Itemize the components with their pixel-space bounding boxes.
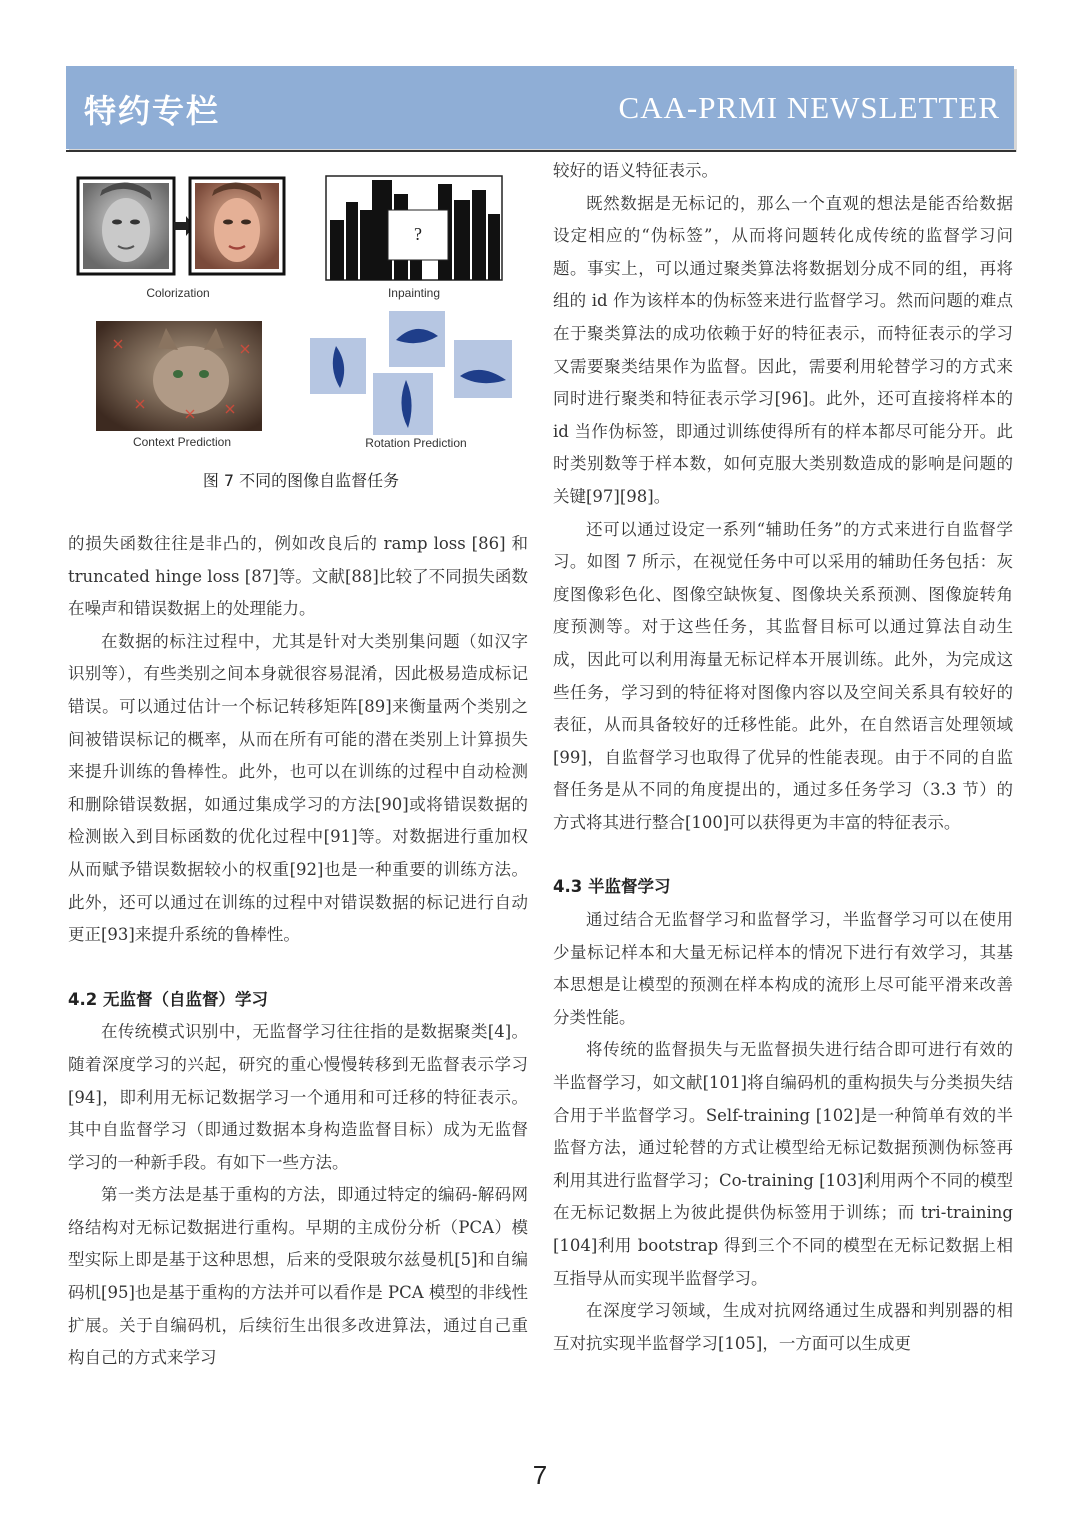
section-heading-4-3: 4.3 半监督学习 (553, 877, 671, 897)
paragraph: 既然数据是无标记的，那么一个直观的想法是能否给数据设定相应的“伪标签”，从而将问题转化成传统的监督学习问题。事实上，可以通过聚类算法将数据划分成不同的组，再将组的 id 作为该样本的伪标签来进行监督学习。然而问题的难点在于聚类算法的成功依赖于好的特征表示，而特征表示的学习又需要聚类结果作为监督。因此，需要利用轮替学习的方式来同时进行聚类和特征表示学习[96]。此外，还可直接将样本的 id 当作伪标签，即通过训练使得所有的样本都尽可能分开。此时类别数等于样本数，如何克服大类别数造成的影响是问题的关键[97][98]。 (553, 193, 1013, 506)
inpainting-image (326, 176, 502, 280)
colorization-gray-image (78, 178, 174, 274)
section-heading-4-2: 4.2 无监督（自监督）学习 (68, 989, 268, 1009)
paragraph: 的损失函数往往是非凸的，例如改良后的 ramp loss [86] 和 truncated hinge loss [87]等。文献[88]比较了不同损失函数在噪声和错误数据上的处理能力。 (68, 534, 528, 619)
figure-7 (66, 170, 536, 500)
figure-caption: 图 7 不同的图像自监督任务 (202, 471, 400, 490)
figure-7-illustration (66, 170, 536, 460)
right-column (553, 155, 1013, 1360)
paragraph: 在传统模式识别中，无监督学习往往指的是数据聚类[4]。随着深度学习的兴起，研究的重心慢慢转移到无监督表示学习[94]，即利用无标记数据学习一个通用和可迁移的特征表示。其中自监督学习（即通过数据本身构造监督目标）成为无监督学习的一种新手段。有如下一些方法。 (68, 1022, 528, 1172)
paragraph: 通过结合无监督学习和监督学习，半监督学习可以在使用少量标记样本和大量无标记样本的情况下进行有效学习，其基本思想是让模型的预测在样本构成的流形上尽可能平滑来改善分类性能。 (553, 910, 1013, 1027)
context-prediction-image (96, 321, 262, 431)
newsletter-header (66, 66, 1014, 149)
header-divider (66, 150, 1016, 152)
newsletter-name: CAA-PRMI NEWSLETTER (618, 90, 1000, 125)
paragraph: 第一类方法是基于重构的方法，即通过特定的编码-解码网络结构对无标记数据进行重构。早期的主成份分析（PCA）模型实际上即是基于这种思想，后来的受限玻尔兹曼机[5]和自编码机[95]也是基于重构的方法并可以看作是 PCA 模型的非线性扩展。关于自编码机，后续衍生出很多改进算法，通过自己重构自己的方式来学习 (68, 1185, 528, 1368)
paragraph: 还可以通过设定一系列“辅助任务”的方式来进行自监督学习。如图 7 所示，在视觉任务中可以采用的辅助任务包括：灰度图像彩色化、图像空缺恢复、图像块关系预测、图像旋转角度预测等。对于这些任务，其监督目标可以通过算法自动生成，因此可以利用海量无标记样本开展训练。此外，为完成这些任务，学习到的特征将对图像内容以及空间关系具有较好的表征，从而具备较好的迁移性能。此外，在自然语言处理领域[99]，自监督学习也取得了优异的性能表现。由于不同的自监督任务是从不同的角度提出的，通过多任务学习（3.3 节）的方式将其进行整合[100]可以获得更为丰富的特征表示。 (553, 519, 1013, 832)
question-mark: ? (414, 224, 422, 244)
label-rotation-prediction: Rotation Prediction (365, 436, 467, 450)
colorization-color-image (190, 178, 284, 274)
paragraph: 在深度学习领域，生成对抗网络通过生成器和判别器的相互对抗实现半监督学习[105]，一方面可以生成更 (553, 1301, 1013, 1353)
page-number: 7 (532, 1460, 548, 1490)
paragraph: 在数据的标注过程中，尤其是针对大类别集问题（如汉字识别等），有些类别之间本身就很容易混淆，因此极易造成标记错误。可以通过估计一个标记转移矩阵[89]来衡量两个类别之间被错误标记的概率，从而在所有可能的潜在类别上计算损失来提升训练的鲁棒性。此外，也可以在训练的过程中自动检测和删除错误数据，如通过集成学习的方法[90]或将错误数据的检测嵌入到目标函数的优化过程中[91]等。对数据进行重加权从而赋予错误数据较小的权重[92]也是一种重要的训练方法。此外，还可以通过在训练的过程中对错误数据的标记进行自动更正[93]来提升系统的鲁棒性。 (68, 631, 528, 945)
paragraph: 将传统的监督损失与无监督损失进行结合即可进行有效的半监督学习，如文献[101]将自编码机的重构损失与分类损失结合用于半监督学习。Self-training [102]是一种简单有效的半监督方法，通过轮替的方式让模型给无标记数据预测伪标签再利用其进行监督学习；Co-training [103]利用两个不同的模型在无标记数据上为彼此提供伪标签用于训练；而 tri-training [104]利用 bootstrap 得到三个不同的模型在无标记数据上相互指导从而实现半监督学习。 (553, 1040, 1013, 1288)
label-context-prediction: Context Prediction (132, 435, 232, 449)
rotation-prediction-images (310, 311, 512, 435)
label-inpainting: Inpainting (387, 286, 441, 300)
paragraph: 较好的语义特征表示。 (553, 161, 718, 180)
label-colorization: Colorization (146, 286, 210, 300)
left-column (68, 528, 528, 1375)
column-title: 特约专栏 (84, 92, 221, 130)
